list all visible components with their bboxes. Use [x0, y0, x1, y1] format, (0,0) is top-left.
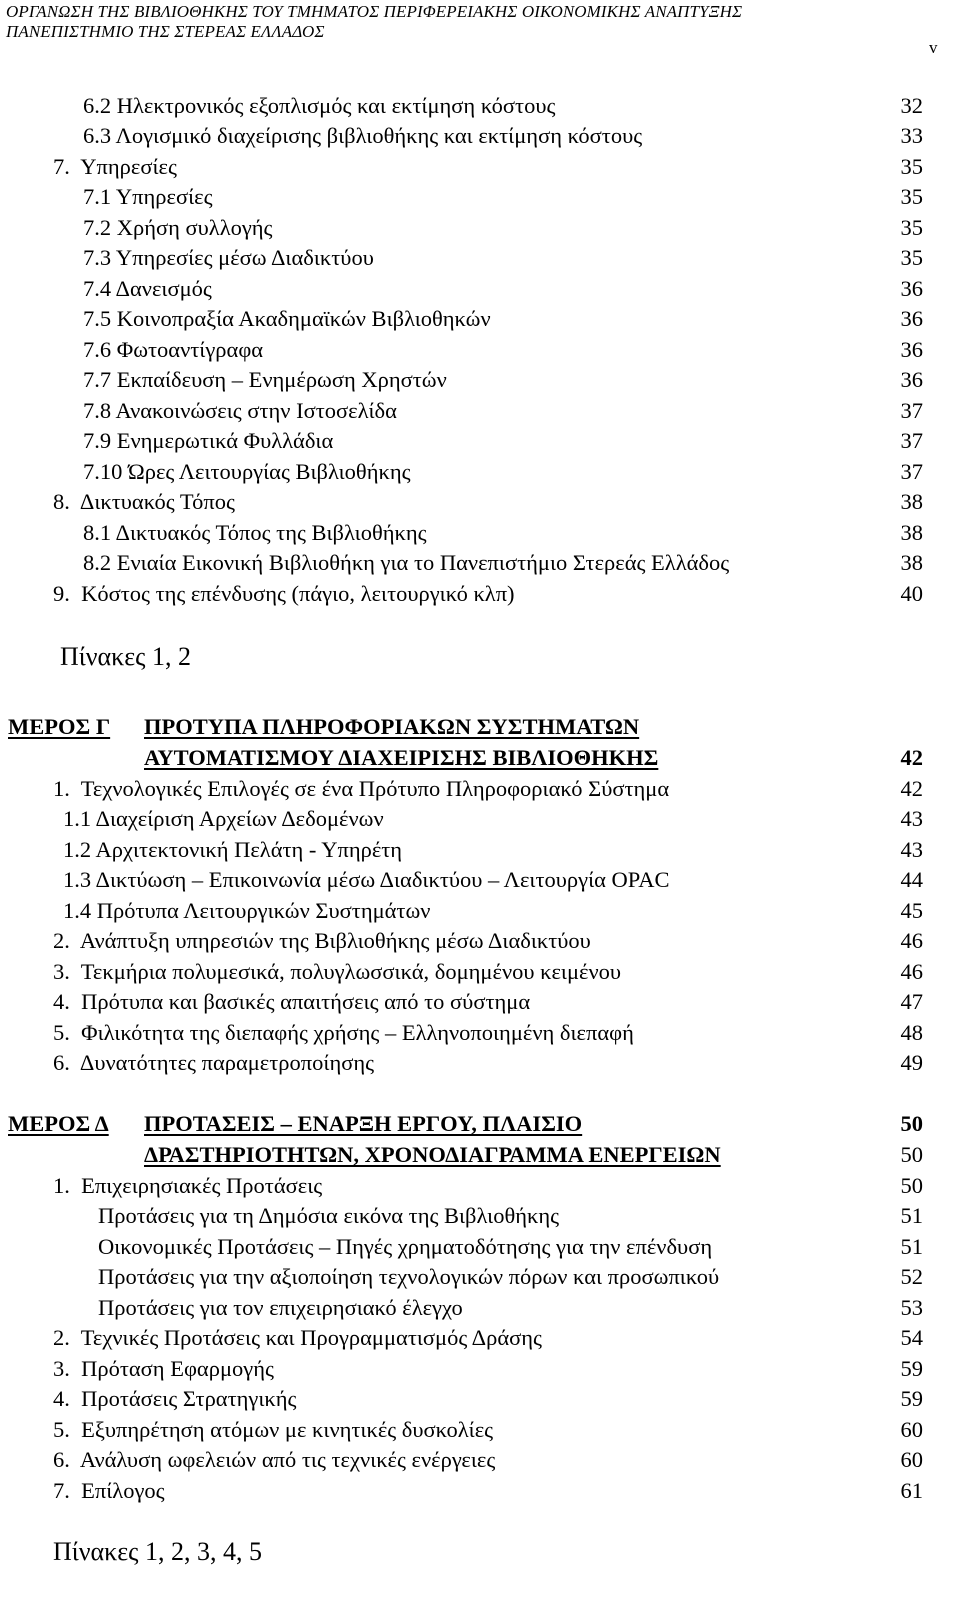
- toc-entry: 7.1 Υπηρεσίες: [83, 184, 213, 209]
- toc-entry: 6.2 Ηλεκτρονικός εξοπλισμός και εκτίμηση κόστους: [83, 93, 556, 118]
- header-line-2: ΠΑΝΕΠΙΣΤΗΜΙΟ ΤΗΣ ΣΤΕΡΕΑΣ ΕΛΛΑΔΟΣ: [6, 22, 325, 41]
- toc-page: 36: [900, 306, 923, 331]
- toc-entry: 1.4 Πρότυπα Λειτουργικών Συστημάτων: [63, 898, 431, 923]
- toc-page: 50: [900, 1173, 923, 1198]
- toc-entry: 2. Τεχνικές Προτάσεις και Προγραμματισμός Δράσης: [53, 1325, 542, 1350]
- toc-page: 44: [900, 867, 923, 892]
- toc-entry: 3. Τεκμήρια πολυμεσικά, πολυγλωσσικά, δομημένου κειμένου: [53, 959, 622, 984]
- part-g-label: ΜΕΡΟΣ Γ: [8, 714, 111, 739]
- toc-page: 38: [900, 550, 923, 575]
- toc-page: 38: [900, 489, 923, 514]
- toc-entry: 7.9 Ενημερωτικά Φυλλάδια: [83, 428, 334, 453]
- toc-page: 53: [900, 1295, 923, 1320]
- toc-page: 37: [900, 398, 923, 423]
- toc-page: 45: [900, 898, 923, 923]
- toc-page: 35: [900, 154, 923, 179]
- toc-page: 32: [900, 93, 923, 118]
- toc-entry: Οικονομικές Προτάσεις – Πηγές χρηματοδότησης για την επένδυση: [98, 1234, 713, 1259]
- toc-entry: Προτάσεις για τον επιχειρησιακό έλεγχο: [98, 1295, 463, 1320]
- tables-reference: Πίνακες 1, 2: [60, 642, 191, 671]
- toc-entry: 7.3 Υπηρεσίες μέσω Διαδικτύου: [83, 245, 374, 270]
- toc-entry: 3. Πρόταση Εφαρμογής: [53, 1356, 274, 1381]
- toc-page: 46: [900, 928, 923, 953]
- toc-entry: 1. Επιχειρησιακές Προτάσεις: [53, 1173, 323, 1198]
- toc-page: 36: [900, 337, 923, 362]
- toc-entry: 7.5 Κοινοπραξία Ακαδημαϊκών Βιβλιοθηκών: [83, 306, 491, 331]
- tables-reference: Πίνακες 1, 2, 3, 4, 5: [53, 1537, 262, 1566]
- toc-page: 60: [900, 1447, 923, 1472]
- toc-entry: 7.2 Χρήση συλλογής: [83, 215, 273, 240]
- toc-entry: 6.3 Λογισμικό διαχείρισης βιβλιοθήκης και εκτίμηση κόστους: [83, 123, 643, 148]
- toc-entry: 5. Φιλικότητα της διεπαφής χρήσης – Ελληνοποιημένη διεπαφή: [53, 1020, 634, 1045]
- toc-entry: 4. Προτάσεις Στρατηγικής: [53, 1386, 297, 1411]
- toc-page: 48: [900, 1020, 923, 1045]
- running-header: [6, 2, 742, 42]
- toc-entry: 7.7 Εκπαίδευση – Ενημέρωση Χρηστών: [83, 367, 447, 392]
- part-g-title-line-1: ΠΡΟΤΥΠΑ ΠΛΗΡΟΦΟΡΙΑΚΩΝ ΣΥΣΤΗΜΑΤΩΝ: [144, 714, 640, 739]
- toc-page: 37: [900, 428, 923, 453]
- toc-entry: Προτάσεις για τη Δημόσια εικόνα της Βιβλιοθήκης: [98, 1203, 559, 1228]
- toc-entry: 9. Κόστος της επένδυσης (πάγιο, λειτουργικό κλπ): [53, 581, 515, 606]
- toc-entry: 1. Τεχνολογικές Επιλογές σε ένα Πρότυπο Πληροφοριακό Σύστημα: [53, 776, 670, 801]
- toc-page: 35: [900, 245, 923, 270]
- toc-page: 36: [900, 367, 923, 392]
- toc-entry: 7.8 Ανακοινώσεις στην Ιστοσελίδα: [83, 398, 397, 423]
- part-g-page: 42: [900, 745, 923, 770]
- part-d-title-line-2: ΔΡΑΣΤΗΡΙΟΤΗΤΩΝ, ΧΡΟΝΟΔΙΑΓΡΑΜΜΑ ΕΝΕΡΓΕΙΩΝ: [144, 1142, 721, 1167]
- toc-page: 47: [900, 989, 923, 1014]
- toc-entry: 7. Επίλογος: [53, 1478, 165, 1503]
- toc-entry: 2. Ανάπτυξη υπηρεσιών της Βιβλιοθήκης μέσω Διαδικτύου: [53, 928, 591, 953]
- toc-page: 46: [900, 959, 923, 984]
- toc-entry: 7.10 Ώρες Λειτουργίας Βιβλιοθήκης: [83, 459, 411, 484]
- toc-page: 51: [900, 1234, 923, 1259]
- toc-entry: 1.3 Δικτύωση – Επικοινωνία μέσω Διαδικτύου – Λειτουργία OPAC: [63, 867, 670, 892]
- toc-entry: 7.6 Φωτοαντίγραφα: [83, 337, 264, 362]
- toc-page: 38: [900, 520, 923, 545]
- toc-page: 52: [900, 1264, 923, 1289]
- toc-entry: 1.2 Αρχιτεκτονική Πελάτη - Υπηρέτη: [63, 837, 403, 862]
- part-d-page-2: 50: [900, 1142, 923, 1167]
- part-g-title-line-2: ΑΥΤΟΜΑΤΙΣΜΟΥ ΔΙΑΧΕΙΡΙΣΗΣ ΒΙΒΛΙΟΘΗΚΗΣ: [144, 745, 659, 770]
- toc-entry: 8.1 Δικτυακός Τόπος της Βιβλιοθήκης: [83, 520, 427, 545]
- part-d-label: ΜΕΡΟΣ Δ: [8, 1111, 109, 1136]
- toc-page: 33: [900, 123, 923, 148]
- toc-page: 43: [900, 806, 923, 831]
- page-number: v: [929, 38, 938, 57]
- toc-page: 59: [900, 1386, 923, 1411]
- toc-page: 49: [900, 1050, 923, 1075]
- toc-entry: 6. Ανάλυση ωφελειών από τις τεχνικές ενέργειες: [53, 1447, 496, 1472]
- toc-page: 42: [900, 776, 923, 801]
- toc-entry: 1.1 Διαχείριση Αρχείων Δεδομένων: [63, 806, 384, 831]
- toc-page: 36: [900, 276, 923, 301]
- toc-page: 51: [900, 1203, 923, 1228]
- toc-page: 35: [900, 184, 923, 209]
- toc-entry: 6. Δυνατότητες παραμετροποίησης: [53, 1050, 375, 1075]
- toc-entry: 7.4 Δανεισμός: [83, 276, 212, 301]
- part-d-title-line-1: ΠΡΟΤΑΣΕΙΣ – ΕΝΑΡΞΗ ΕΡΓΟΥ, ΠΛΑΙΣΙΟ: [144, 1111, 583, 1136]
- toc-page: 40: [900, 581, 923, 606]
- part-d-page-1: 50: [900, 1111, 923, 1136]
- toc-entry: Προτάσεις για την αξιοποίηση τεχνολογικών πόρων και προσωπικού: [98, 1264, 720, 1289]
- toc-page: 61: [900, 1478, 923, 1503]
- toc-entry: 7. Υπηρεσίες: [53, 154, 177, 179]
- toc-entry: 5. Εξυπηρέτηση ατόμων με κινητικές δυσκολίες: [53, 1417, 494, 1442]
- header-line-1: ΟΡΓΑΝΩΣΗ ΤΗΣ ΒΙΒΛΙΟΘΗΚΗΣ ΤΟΥ ΤΜΗΜΑΤΟΣ ΠΕΡΙΦΕΡΕΙΑΚΗΣ ΟΙΚΟΝΟΜΙΚΗΣ ΑΝΑΠΤΥΞΗΣ: [6, 2, 743, 21]
- toc-entry: 8. Δικτυακός Τόπος: [53, 489, 235, 514]
- toc-page: 35: [900, 215, 923, 240]
- toc-entry: 8.2 Ενιαία Εικονική Βιβλιοθήκη για το Πανεπιστήμιο Στερεάς Ελλάδος: [83, 550, 730, 575]
- toc-page: 43: [900, 837, 923, 862]
- toc-page: 54: [900, 1325, 923, 1350]
- toc-page: 60: [900, 1417, 923, 1442]
- toc-page: 59: [900, 1356, 923, 1381]
- toc-page: 37: [900, 459, 923, 484]
- toc-entry: 4. Πρότυπα και βασικές απαιτήσεις από το σύστημα: [53, 989, 531, 1014]
